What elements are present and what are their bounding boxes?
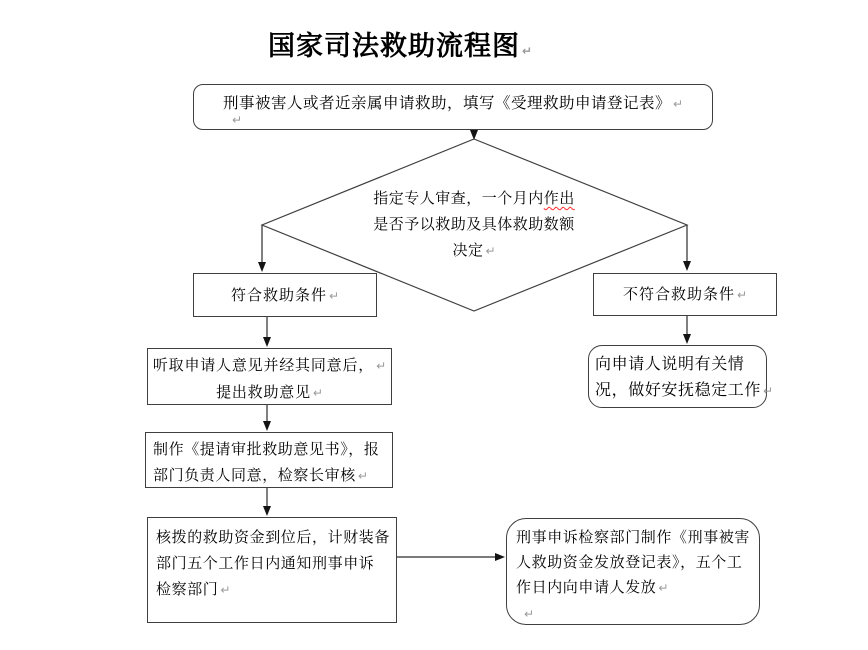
page-title bbox=[0, 24, 800, 63]
flow-node-disburse-line3: 作日内向申请人发放 bbox=[516, 578, 657, 596]
flow-node-funds-line2: 部门五个工作日内通知刑事申诉 bbox=[156, 554, 375, 572]
decision-text-spellcheck: 作出 bbox=[543, 189, 575, 207]
paragraph-mark: ↵ bbox=[376, 359, 387, 373]
flow-node-decision-text bbox=[352, 185, 596, 264]
paragraph-mark: ↵ bbox=[328, 288, 340, 303]
paragraph-mark: ↵ bbox=[524, 607, 535, 621]
flow-node-explain-line1: 向申请人说明有关情 bbox=[595, 354, 745, 373]
flow-node-listen-line1: 听取申请人意见并经其同意后， bbox=[152, 356, 375, 374]
flow-node-disburse-line1: 刑事申诉检察部门制作《刑事被害 bbox=[516, 528, 751, 546]
connector-decision-to-not-qualify bbox=[683, 225, 691, 271]
connector-decision-to-qualify bbox=[258, 225, 266, 272]
connector-not-qualify-to-explain bbox=[683, 316, 691, 344]
connector-draft-to-funds bbox=[263, 488, 271, 516]
paragraph-mark: ↵ bbox=[312, 386, 323, 400]
flow-node-not-qualify-text: 不符合救助条件 bbox=[622, 285, 735, 303]
flow-node-disburse bbox=[506, 518, 760, 625]
paragraph-mark: ↵ bbox=[357, 469, 368, 483]
flow-node-explain-line2: 况，做好安抚稳定工作 bbox=[595, 380, 762, 399]
paragraph-mark: ↵ bbox=[658, 581, 669, 595]
paragraph-mark: ↵ bbox=[763, 384, 774, 398]
page-title-text: 国家司法救助流程图 bbox=[267, 31, 520, 62]
flow-node-not-qualify bbox=[593, 273, 777, 316]
flow-node-funds-line1: 核拨的救助资金到位后，计财装备 bbox=[156, 528, 391, 546]
connector-funds-to-disburse bbox=[397, 553, 505, 561]
flow-node-explain bbox=[588, 345, 774, 408]
flow-node-draft-line1: 制作《提请审批救助意见书》，报 bbox=[153, 440, 380, 458]
paragraph-mark: ↵ bbox=[232, 113, 243, 127]
flow-node-start-text: 刑事被害人或者近亲属申请救助，填写《受理救助申请登记表》 bbox=[222, 94, 671, 112]
decision-text-part: 指定专人审查，一个月内 bbox=[373, 189, 544, 207]
decision-text-line3: 决定 bbox=[452, 241, 484, 259]
flow-node-draft-line2: 部门负责人同意，检察长审核 bbox=[153, 466, 356, 484]
flow-node-funds-line3: 检察部门 bbox=[156, 580, 219, 598]
paragraph-mark: ↵ bbox=[485, 244, 496, 258]
connector-listen-to-draft bbox=[263, 405, 271, 431]
decision-text-line2: 是否予以救助及具体救助数额 bbox=[373, 215, 575, 233]
connector-qualify-to-listen bbox=[263, 317, 271, 347]
flow-node-start bbox=[193, 84, 713, 130]
flow-node-draft bbox=[145, 432, 393, 488]
paragraph-mark: ↵ bbox=[672, 97, 684, 111]
flow-node-qualify bbox=[193, 273, 377, 317]
flow-node-qualify-text: 符合救助条件 bbox=[230, 285, 327, 304]
paragraph-mark: ↵ bbox=[736, 288, 748, 302]
flow-node-funds bbox=[147, 517, 397, 623]
paragraph-mark: ↵ bbox=[521, 44, 533, 58]
paragraph-mark: ↵ bbox=[220, 583, 231, 597]
flow-node-listen bbox=[147, 348, 392, 405]
flow-node-listen-line2: 提出救助意见 bbox=[216, 383, 311, 401]
flow-node-disburse-line2: 人救助资金发放登记表》，五个工 bbox=[516, 553, 743, 571]
